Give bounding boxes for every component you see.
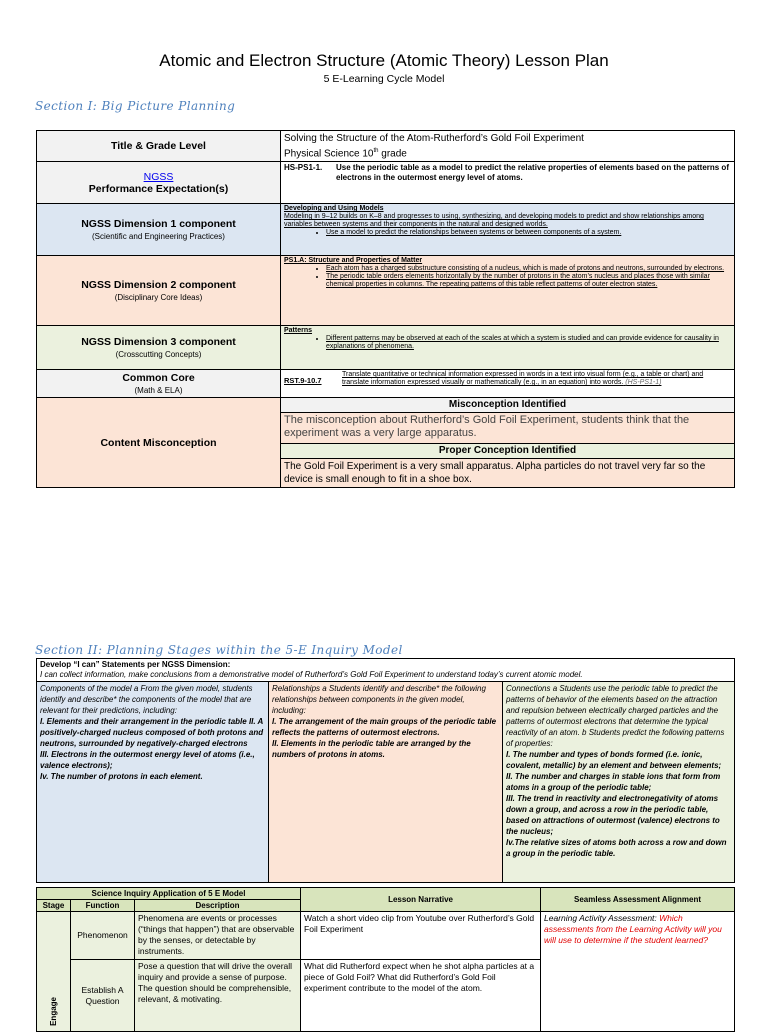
performance-expectation-value: HS-PS1-1. Use the periodic table as a model to predict the relative properties of elements based on the patterns of electrons in the outermost energy level of atoms. xyxy=(281,162,735,204)
section-1-heading: Section I: Big Picture Planning xyxy=(35,99,236,113)
establish-question-description: Pose a question that will drive the overall inquiry and provide a sense of purpose. The question should be comprehensible, relevant, & motivating. xyxy=(135,960,301,1032)
dimension-2-label: NGSS Dimension 2 component (Disciplinary Core Ideas) xyxy=(37,256,281,326)
i-can-header: Develop “I can” Statements per NGSS Dimension: I can collect information, make conclusions from a demonstrative model of Rutherford’s Gold Foil Experiment to understand today’s current atomic model. xyxy=(37,659,735,682)
dimension-3-label: NGSS Dimension 3 component (Crosscutting Concepts) xyxy=(37,326,281,370)
engage-stage-label: Engage xyxy=(49,997,58,1026)
components-cell: Components of the model a From the given model, students identify and describe* the components of the model that are relevant for their predictions, including: I. Elements and their arrangement in the periodic table II. A positively-charged nucleus composed of both protons and neutrons, surrounded by negatively-charged electrons III. Electrons in the outermost energy level of atoms (i.e., valence electrons); Iv. The number of protons in each element. xyxy=(37,682,269,883)
page-title: Atomic and Electron Structure (Atomic Theory) Lesson Plan xyxy=(159,51,609,70)
dimension-2-value: PS1.A: Structure and Properties of Matter • Each atom has a charged substructure consisting of a nucleus, which is made of protons and neutrons, surrounded by electrons. • The periodic table orders elements horizontally by the number of protons in the atom’s nucleus and places those with similar chemical properties in columns. The repeating patterns of this table reflect patterns of outer electron states. xyxy=(281,256,735,326)
phenomenon-function: Phenomenon xyxy=(71,912,135,960)
connections-cell: Connections a Students use the periodic table to predict the patterns of behavior of the elements based on the attraction and repulsion between electrically charged particles and the patterns of outermost electrons that determine the typical reactivity of an atom. b Students predict the following patterns of properties: I. The number and types of bonds formed (i.e. ionic, covalent, metallic) by an element and between elements; II. The number and charges in stable ions that form from atoms in a group of the periodic table; III. The trend in reactivity and electronegativity of atoms down a group, and across a row in the periodic table, based on attractions of outermost (valence) electrons to the nucleus; Iv.The relative sizes of atoms both across a row and down a group in the periodic table. xyxy=(503,682,735,883)
performance-expectation-label: NGSS Performance Expectation(s) xyxy=(37,162,281,204)
title-grade-label: Title & Grade Level xyxy=(37,131,281,162)
engage-stage-cell xyxy=(37,912,71,1032)
five-e-model-table xyxy=(36,887,735,1032)
i-can-statements-table xyxy=(36,658,735,883)
phenomenon-description: Phenomena are events or processes (“things that happen”) that are observable by the senses, or detectable by instruments. xyxy=(135,912,301,960)
common-core-label: Common Core (Math & ELA) xyxy=(37,370,281,398)
function-heading: Function xyxy=(71,900,135,912)
phenomenon-narrative: Watch a short video clip from Youtube over Rutherford’s Gold Foil Experiment xyxy=(301,912,541,960)
proper-conception-heading: Proper Conception Identified xyxy=(281,444,735,459)
assessment-cell: Learning Activity Assessment: Which assessments from the Learning Activity will you will use to determine if the student learned? xyxy=(541,912,735,1032)
description-heading: Description xyxy=(135,900,301,912)
assessment-alignment-heading: Seamless Assessment Alignment xyxy=(541,888,735,912)
dimension-3-value: Patterns • Different patterns may be observed at each of the scales at which a system is studied and can provide evidence for causality in explanations of phenomena. xyxy=(281,326,735,370)
dimension-1-label: NGSS Dimension 1 component (Scientific and Engineering Practices) xyxy=(37,204,281,256)
misconception-heading: Misconception Identified xyxy=(281,398,735,413)
relationships-cell: Relationships a Students identify and describe* the following relationships between components in the given model, including: I. The arrangement of the main groups of the periodic table reflects the patterns of outermost electrons. II. Elements in the periodic table are arranged by the numbers of protons in atoms. xyxy=(269,682,503,883)
content-misconception-label: Content Misconception xyxy=(37,398,281,488)
page-subtitle: 5 E-Learning Cycle Model xyxy=(323,73,445,85)
science-inquiry-heading: Science Inquiry Application of 5 E Model xyxy=(37,888,301,900)
misconception-text: The misconception about Rutherford’s Gold Foil Experiment, students think that the experiment was a very large apparatus. xyxy=(281,413,735,444)
section-2-heading: Section II: Planning Stages within the 5-E Inquiry Model xyxy=(35,643,403,657)
lesson-narrative-heading: Lesson Narrative xyxy=(301,888,541,912)
establish-question-narrative: What did Rutherford expect when he shot alpha particles at a piece of Gold Foil? What did Rutherford’s Gold Foil experiment contribute to the model of the atom. xyxy=(301,960,541,1032)
title-grade-value: Solving the Structure of the Atom-Rutherford’s Gold Foil Experiment Physical Science 10th grade xyxy=(281,131,735,162)
proper-conception-text: The Gold Foil Experiment is a very small apparatus. Alpha particles do not travel very far so the device is small enough to fit in a shoe box. xyxy=(281,459,735,488)
establish-question-function: Establish A Question xyxy=(71,960,135,1032)
common-core-value: RST.9-10.7 Translate quantitative or technical information expressed in words in a text into visual form (e.g., a table or chart) and translate information expressed visually or mathematically (e.g., in an equation) into words. (HS-PS1-1) xyxy=(281,370,735,398)
ngss-link[interactable]: NGSS xyxy=(143,170,174,183)
dimension-1-value: Developing and Using Models Modeling in 9–12 builds on K–8 and progresses to using, synthesizing, and developing models to predict and show relationships among variables between systems and their components in the natural and designed worlds. • Use a model to predict the relationships between systems or between components of a system. xyxy=(281,204,735,256)
big-picture-table xyxy=(36,130,735,488)
stage-heading: Stage xyxy=(37,900,71,912)
